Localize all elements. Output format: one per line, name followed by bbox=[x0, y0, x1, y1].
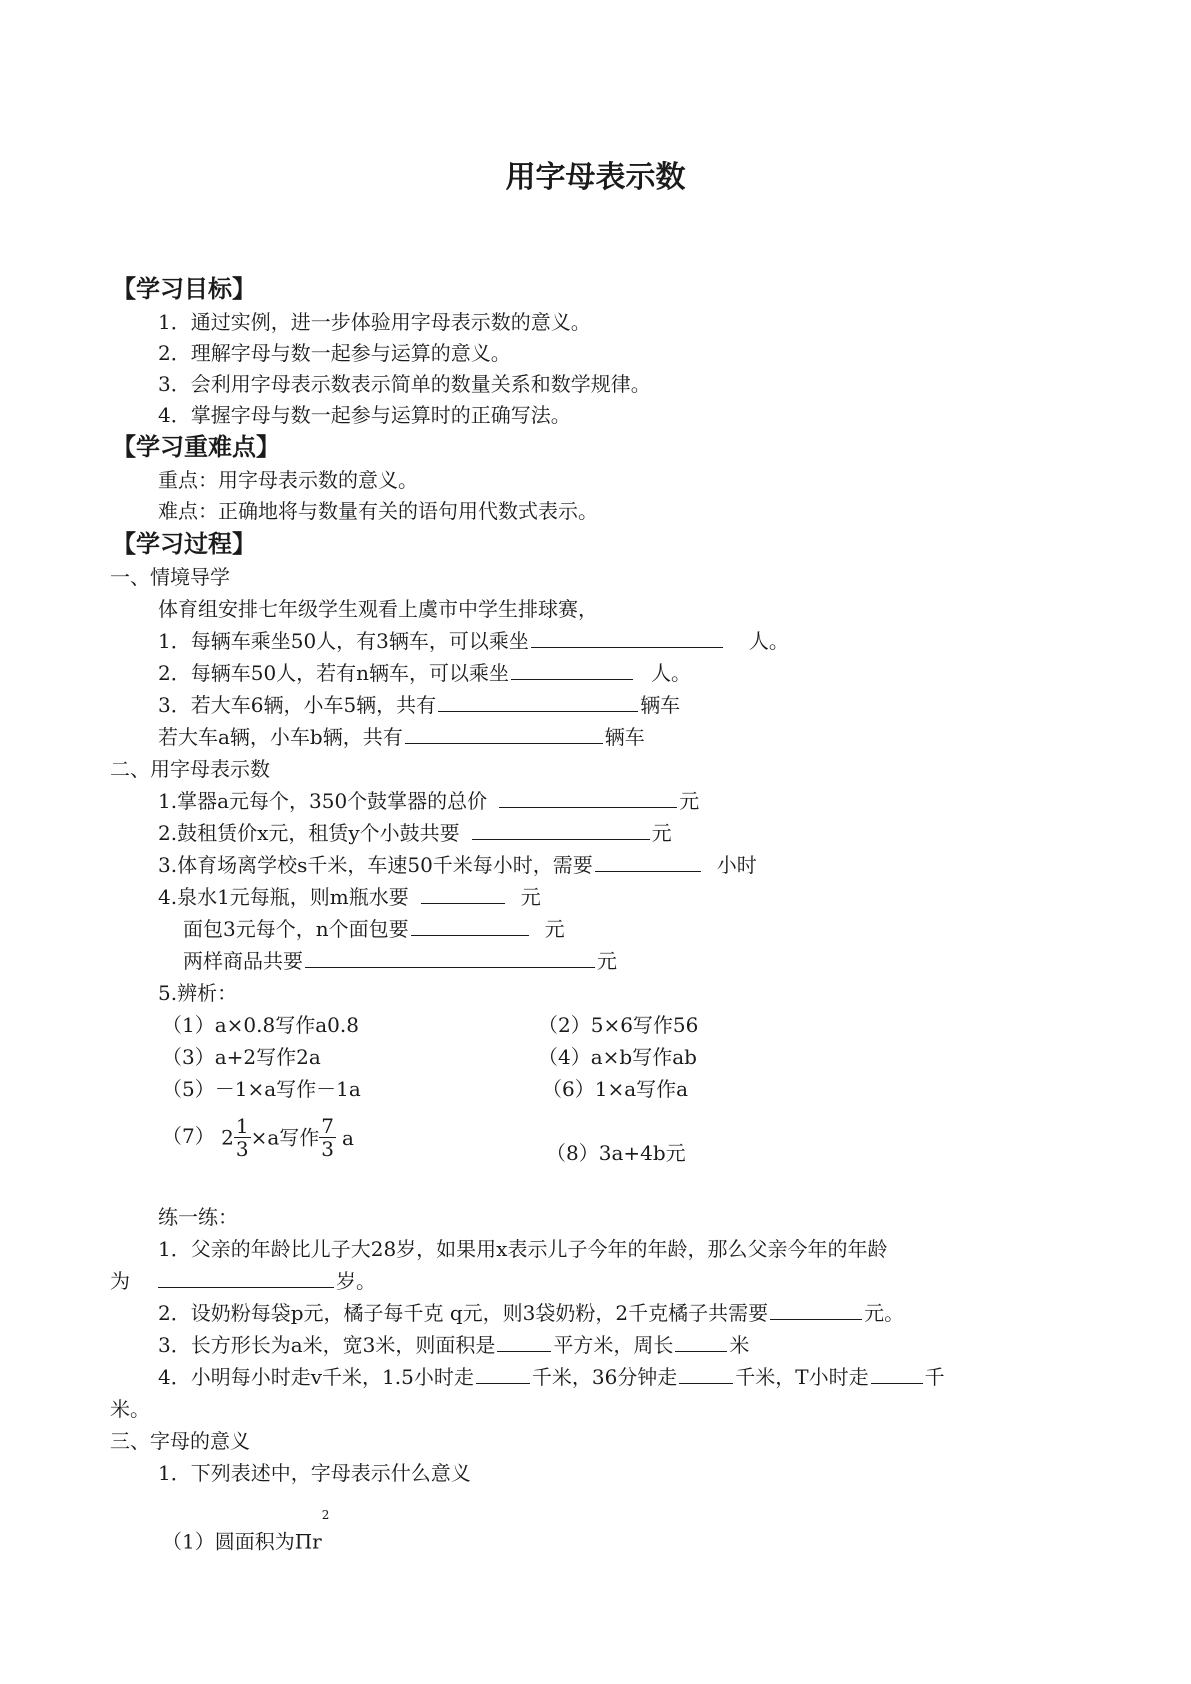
goal-item-4: 4．掌握字母与数一起参与运算时的正确写法。 bbox=[158, 403, 571, 427]
answer-blank[interactable] bbox=[476, 1365, 530, 1384]
goal-item-2: 2．理解字母与数一起参与运算的意义。 bbox=[158, 341, 511, 365]
goal-item-1: 1．通过实例，进一步体验用字母表示数的意义。 bbox=[158, 310, 591, 334]
discrimination-item-8: （8）3a+4b元 bbox=[546, 1141, 686, 1165]
practice-question-4: 4．小明每小时走v千米，1.5小时走 千米，36分钟走 千米，T小时走 千 bbox=[158, 1365, 945, 1389]
discrimination-item-4: （4）a×b写作ab bbox=[538, 1045, 697, 1069]
answer-blank[interactable] bbox=[158, 1269, 334, 1288]
discrimination-item-6: （6）1×a写作a bbox=[542, 1077, 689, 1101]
fraction: $\frac{1}{3}$ bbox=[235, 1114, 249, 1161]
goals-header: 【学习目标】 bbox=[112, 275, 256, 303]
discrimination-item-2: （2）5×6写作56 bbox=[538, 1013, 699, 1037]
section-1-heading: 一、情境导学 bbox=[110, 565, 230, 589]
answer-blank[interactable] bbox=[405, 725, 603, 744]
process-header: 【学习过程】 bbox=[112, 530, 256, 558]
discrimination-item-1: （1）a×0.8写作a0.8 bbox=[162, 1013, 359, 1037]
answer-blank[interactable] bbox=[595, 853, 701, 872]
page-title: 用字母表示数 bbox=[505, 160, 686, 195]
section-1-question-3: 3．若大车6辆，小车5辆，共有 辆车 bbox=[158, 693, 681, 717]
discrimination-heading: 5.辨析： bbox=[158, 981, 238, 1005]
discrimination-item-7: （7） 2 $\frac{1}{3}$ ×a写作 $\frac{7}{3}$ a bbox=[162, 1114, 354, 1161]
practice-heading: 练一练： bbox=[158, 1205, 238, 1229]
practice-question-1-cont: 为 岁。 bbox=[110, 1269, 376, 1293]
practice-question-4-cont: 米。 bbox=[110, 1397, 150, 1421]
fraction: $\frac{7}{3}$ bbox=[321, 1114, 334, 1161]
section-2-question-6: 两样商品共要 元 bbox=[183, 949, 617, 973]
answer-blank[interactable] bbox=[499, 789, 677, 808]
mixed-number-whole: 2 bbox=[221, 1125, 234, 1150]
section-3-heading: 三、字母的意义 bbox=[110, 1429, 250, 1453]
key-focus: 重点：用字母表示数的意义。 bbox=[158, 468, 418, 492]
key-header: 【学习重难点】 bbox=[112, 433, 280, 461]
discrimination-item-5: （5）－1×a写作－1a bbox=[162, 1077, 361, 1101]
section-1-question-4: 若大车a辆，小车b辆，共有 辆车 bbox=[158, 725, 645, 749]
answer-blank[interactable] bbox=[472, 821, 650, 840]
answer-blank[interactable] bbox=[511, 661, 633, 680]
section-3-question-2: （1）圆面积为$\Pi r^2$ bbox=[162, 1508, 330, 1554]
section-2-question-3: 3.体育场离学校s千米，车速50千米每小时，需要 小时 bbox=[158, 853, 757, 877]
exponent: 2 bbox=[321, 1508, 330, 1522]
answer-blank[interactable] bbox=[770, 1301, 862, 1320]
section-2-question-5: 面包3元每个，n个面包要 元 bbox=[183, 917, 565, 941]
practice-question-2: 2．设奶粉每袋p元，橘子每千克 q元，则3袋奶粉，2千克橘子共需要 元。 bbox=[158, 1301, 905, 1325]
answer-blank[interactable] bbox=[411, 917, 529, 936]
section-2-heading: 二、用字母表示数 bbox=[110, 757, 270, 781]
answer-blank[interactable] bbox=[305, 949, 595, 968]
section-2-question-2: 2.鼓租赁价x元，租赁y个小鼓共要 元 bbox=[158, 821, 672, 845]
section-1-question-1: 1．每辆车乘坐50人，有3辆车，可以乘坐 人。 bbox=[158, 629, 789, 653]
practice-question-1: 1．父亲的年龄比儿子大28岁，如果用x表示儿子今年的年龄，那么父亲今年的年龄 bbox=[158, 1237, 888, 1261]
answer-blank[interactable] bbox=[679, 1365, 733, 1384]
answer-blank[interactable] bbox=[421, 885, 505, 904]
section-3-question-1: 1．下列表述中，字母表示什么意义 bbox=[158, 1461, 471, 1485]
answer-blank[interactable] bbox=[531, 629, 723, 648]
practice-question-3: 3．长方形长为a米，宽3米，则面积是 平方米，周长 米 bbox=[158, 1333, 750, 1357]
section-2-question-1: 1.掌器a元每个，350个鼓掌器的总价 元 bbox=[158, 789, 700, 813]
answer-blank[interactable] bbox=[497, 1333, 551, 1352]
answer-blank[interactable] bbox=[871, 1365, 923, 1384]
section-1-intro: 体育组安排七年级学生观看上虞市中学生排球赛， bbox=[158, 597, 598, 621]
goal-item-3: 3．会利用字母表示数表示简单的数量关系和数学规律。 bbox=[158, 372, 651, 396]
section-2-question-4: 4.泉水1元每瓶，则m瓶水要 元 bbox=[158, 885, 541, 909]
key-difficulty: 难点：正确地将与数量有关的语句用代数式表示。 bbox=[158, 499, 598, 523]
discrimination-item-3: （3）a+2写作2a bbox=[162, 1045, 321, 1069]
section-1-question-2: 2．每辆车50人，若有n辆车，可以乘坐 人。 bbox=[158, 661, 692, 685]
answer-blank[interactable] bbox=[438, 693, 638, 712]
answer-blank[interactable] bbox=[675, 1333, 727, 1352]
